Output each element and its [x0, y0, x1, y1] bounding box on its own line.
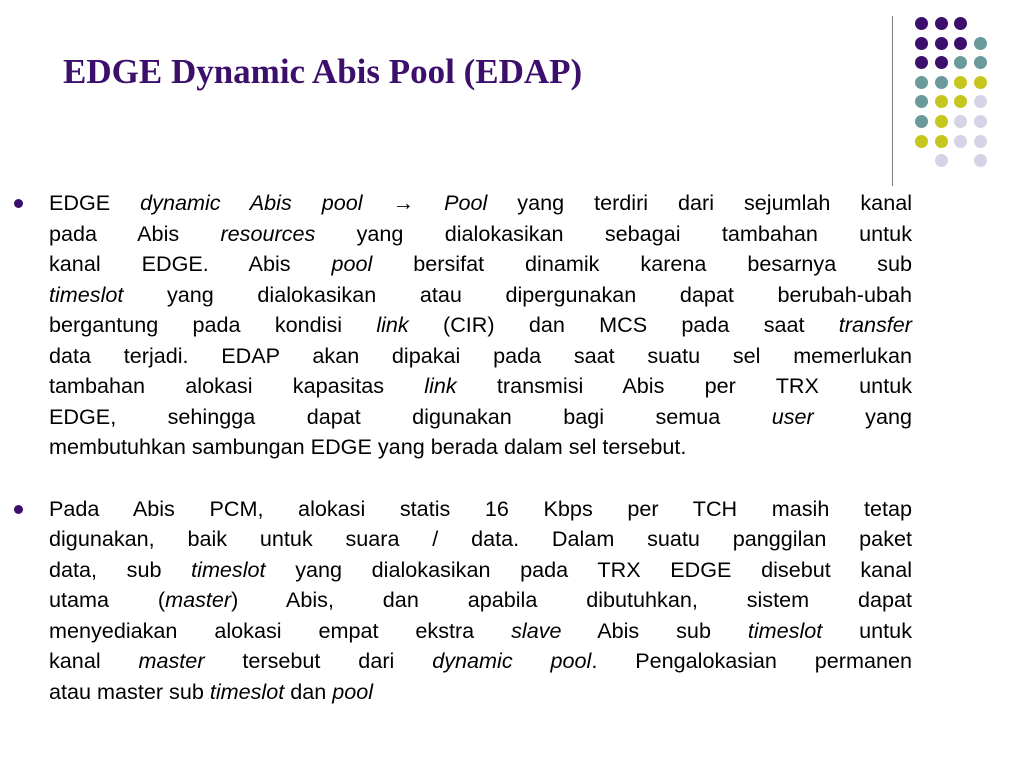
bullet-dot-icon	[14, 505, 23, 514]
decorative-dot	[974, 95, 987, 108]
decorative-dot	[954, 95, 967, 108]
decorative-dot	[974, 154, 987, 167]
italic-term: master	[138, 648, 205, 673]
text-run: Pada Abis PCM, alokasi statis 16 Kbps per TCH masih tetap	[49, 495, 912, 521]
decorative-dot	[974, 37, 987, 50]
italic-term: resources	[220, 220, 316, 246]
text-run: pada Abis	[49, 220, 221, 246]
decorative-dot	[935, 76, 948, 89]
italic-term: transfer	[838, 312, 912, 337]
text-line	[49, 646, 912, 677]
italic-term: user	[771, 403, 814, 429]
italic-term: link	[376, 312, 409, 337]
text-run: . Pengalokasian permanen	[591, 648, 913, 673]
decorative-dot	[974, 135, 987, 148]
bullet-paragraph	[14, 494, 912, 708]
italic-term: timeslot	[747, 617, 823, 643]
text-run: yang	[813, 403, 912, 429]
text-line	[49, 402, 912, 433]
text-run: bersifat dinamik karena besarnya sub	[372, 251, 912, 276]
decorative-dot	[915, 135, 928, 148]
decorative-dot	[935, 37, 948, 50]
italic-term: dynamic Abis pool	[140, 190, 363, 215]
text-line	[49, 280, 912, 311]
decorative-dot	[935, 115, 948, 128]
text-run: untuk	[822, 617, 912, 643]
text-line	[49, 555, 912, 586]
decorative-dot	[954, 37, 967, 50]
decorative-dot	[954, 135, 967, 148]
decorative-dot	[935, 154, 948, 167]
text-line	[49, 188, 912, 219]
text-line	[49, 585, 912, 616]
text-run: tersebut dari	[204, 648, 433, 673]
decorative-dot	[974, 76, 987, 89]
text-run: yang dialokasikan sebagai tambahan untuk	[315, 220, 912, 246]
slide-title: EDGE Dynamic Abis Pool (EDAP)	[63, 52, 583, 91]
italic-term: link	[424, 373, 457, 398]
decorative-dot	[935, 17, 948, 30]
text-line	[49, 494, 912, 525]
text-line	[49, 432, 912, 463]
text-line	[49, 249, 912, 280]
text-run: bergantung pada kondisi	[49, 312, 377, 337]
italic-term: timeslot	[191, 556, 266, 582]
text-run: digunakan, baik untuk suara / data. Dalam suatu panggilan paket	[49, 526, 912, 551]
decorative-dot	[915, 95, 928, 108]
text-line	[49, 219, 912, 250]
text-run: →	[362, 190, 445, 215]
text-run: ) Abis, dan apabila dibutuhkan, sistem dapat	[231, 587, 912, 612]
text-run: (CIR) dan MCS pada saat	[408, 312, 839, 337]
italic-term: master	[165, 587, 232, 612]
decorative-dot	[974, 115, 987, 128]
decorative-dot	[954, 115, 967, 128]
decorative-dot	[915, 17, 928, 30]
italic-term: timeslot	[209, 678, 285, 704]
text-run: data, sub	[49, 556, 192, 582]
decorative-dot	[935, 95, 948, 108]
decorative-dot	[935, 135, 948, 148]
text-line	[49, 341, 912, 372]
text-run: yang terdiri dari sejumlah kanal	[487, 190, 913, 215]
decorative-dot	[954, 17, 967, 30]
italic-term: pool	[332, 678, 374, 704]
decorative-dot	[915, 37, 928, 50]
text-run: kanal EDGE. Abis	[49, 251, 332, 276]
italic-term: Pool	[444, 190, 488, 215]
text-run: kanal	[49, 648, 139, 673]
italic-term: pool	[331, 251, 373, 276]
text-run: atau master sub	[49, 678, 210, 704]
text-line	[49, 371, 912, 402]
text-run: tambahan alokasi kapasitas	[49, 373, 425, 398]
decorative-dot	[915, 56, 928, 69]
text-line	[49, 524, 912, 555]
divider-line	[892, 16, 893, 186]
bullet-paragraph	[14, 188, 912, 463]
italic-term: timeslot	[49, 281, 124, 307]
slide-body	[14, 188, 912, 707]
text-run: EDGE, sehingga dapat digunakan bagi semua	[49, 403, 772, 429]
decorative-dot	[954, 56, 967, 69]
text-run: yang dialokasikan pada TRX EDGE disebut kanal	[265, 556, 913, 582]
text-run: transmisi Abis per TRX untuk	[456, 373, 912, 398]
decorative-dot	[915, 76, 928, 89]
decorative-dot	[935, 56, 948, 69]
text-run: membutuhkan sambungan EDGE yang berada dalam sel tersebut.	[49, 434, 687, 459]
text-run: data terjadi. EDAP akan dipakai pada saat suatu sel memerlukan	[49, 342, 912, 368]
italic-term: slave	[511, 617, 562, 643]
text-run: menyediakan alokasi empat ekstra	[49, 617, 512, 643]
text-line	[49, 677, 912, 708]
text-run: yang dialokasikan atau dipergunakan dapat berubah-ubah	[123, 281, 912, 307]
bullet-dot-icon	[14, 199, 23, 208]
decorative-dot	[915, 115, 928, 128]
text-run: dan	[284, 678, 333, 704]
decorative-dot	[954, 76, 967, 89]
decorative-dot	[974, 56, 987, 69]
text-run: Abis sub	[561, 617, 748, 643]
text-line	[49, 310, 912, 341]
text-line	[49, 616, 912, 647]
text-run: EDGE	[49, 190, 141, 215]
italic-term: dynamic pool	[432, 648, 592, 673]
text-run: utama (	[49, 587, 166, 612]
